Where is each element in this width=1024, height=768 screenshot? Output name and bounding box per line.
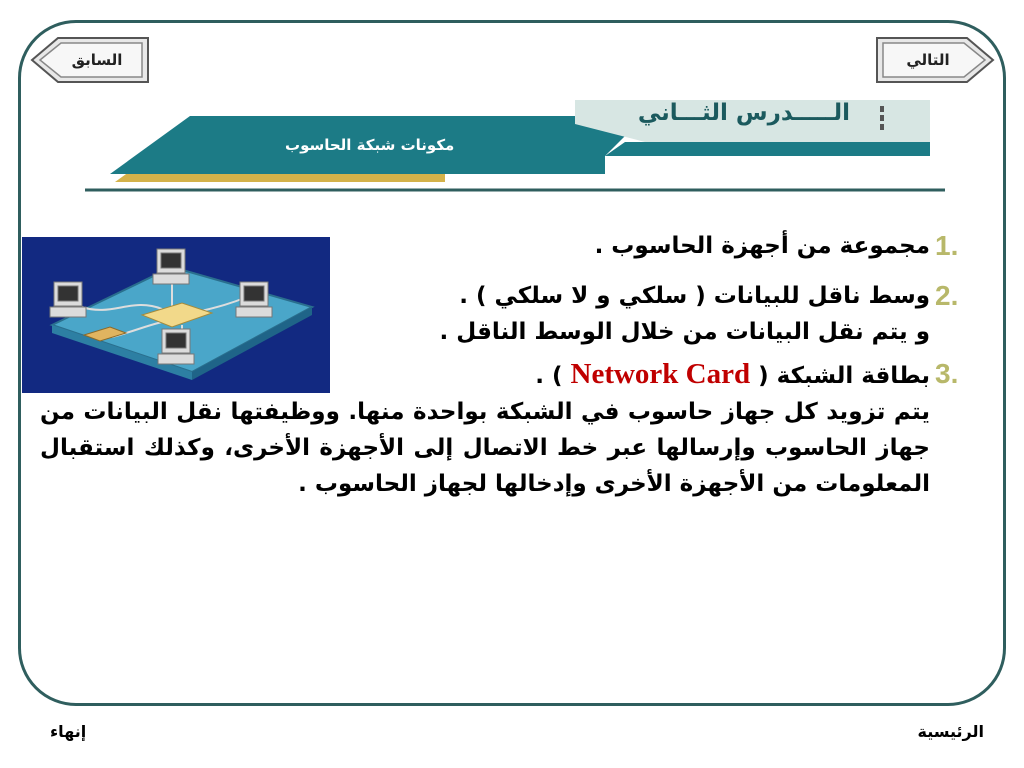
- list-text: و يتم نقل البيانات من خلال الوسط الناقل .: [439, 319, 930, 345]
- network-card-description: يتم تزويد كل جهاز حاسوب في الشبكة بواحدة منها. ووظيفتها نقل البيانات من جهاز الحاسوب وإرسالها عبر خط الاتصال إلى الأجهزة الأخرى، وكذلك استقبال المعلومات من الأجهزة الأخرى وإدخالها لجهاز الحاسوب .: [40, 399, 930, 497]
- list-number: 1.: [935, 230, 959, 261]
- list-heading: [40, 356, 930, 394]
- lesson-subtitle: مكونات شبكة الحاسوب: [285, 136, 455, 154]
- list-number: 3.: [935, 358, 959, 389]
- end-link[interactable]: إنهاء: [50, 722, 87, 741]
- list-item: [40, 228, 995, 264]
- list-item: [40, 356, 995, 502]
- term-suffix: ) .: [535, 363, 563, 389]
- list-number: 2.: [935, 280, 959, 311]
- prev-button[interactable]: [30, 35, 150, 85]
- list-text: مجموعة من أجهزة الحاسوب .: [594, 233, 930, 259]
- next-button[interactable]: [875, 35, 995, 85]
- network-card-term: Network Card: [570, 358, 751, 390]
- lesson-banner: [85, 94, 945, 194]
- term-prefix: بطاقة الشبكة (: [758, 363, 930, 389]
- list-item: [40, 278, 995, 350]
- lesson-content: [40, 228, 995, 502]
- next-label: التالي: [906, 51, 950, 69]
- home-link[interactable]: الرئيسية: [917, 722, 984, 741]
- list-text: وسط ناقل للبيانات ( سلكي و لا سلكي ) .: [459, 283, 930, 309]
- lesson-title: الـــــدرس الثـــاني: [637, 100, 850, 126]
- prev-label: السابق: [71, 51, 123, 69]
